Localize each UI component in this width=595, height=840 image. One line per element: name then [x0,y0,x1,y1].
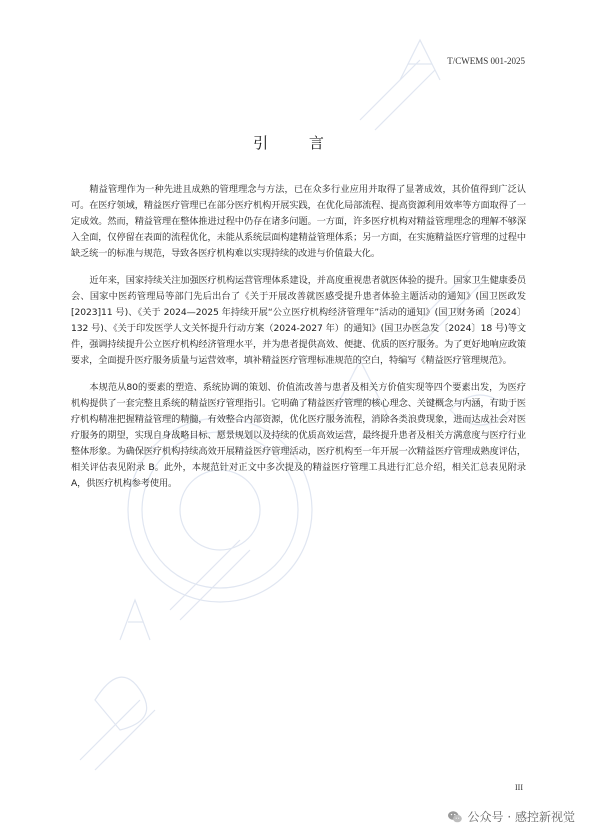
section-title: 引 言 [253,134,342,152]
paragraph: 本规范从80的要素的塑造、系统协调的策划、价值流改善与患者及相关方价值实现等四个要素出发，为医疗机构提供了一套完整且系统的精益医疗管理指引。它明确了精益医疗管理的核心理念、关键概念与内涵，有助于医疗机构精准把握精益管理的精髓，有效整合内部资源，优化医疗服务流程，消除各类浪费现象，进而达成社会对医疗服务的期望，实现自身战略目标、愿景规划以及持续的优质高效运营，最终提升患者及相关方满意度与医疗行业整体形象。为确保医疗机构持续高效开展精益医疗管理活动，医疗机构至一年开展一次精益医疗管理成熟度评估，相关评估表见附录 B。此外，本规范针对正文中多次提及的精益医疗管理工具进行汇总介绍，相关汇总表见附录 A，供医疗机构参考使用。 [71,382,526,489]
body-text [71,182,526,503]
wechat-icon [447,809,463,825]
paragraph: 近年来，国家持续关注加强医疗机构运营管理体系建设，并高度重视患者就医体验的提升。国家卫生健康委员会、国家中医药管理局等部门先后出台了《关于开展改善就医感受提升患者体验主题活动的通知》(国卫医政发[2023]11 号)、《关于 2024—2025 年持续开展“公立医疗机构经济管理年”活动的通知》(国卫财务函〔2024〕132 号)、《关于印发医学人文关怀提升行动方案（2024-2027 年）的通知》(国卫办医急发〔2024〕18 号)等文件，强调持续提升公立医疗机构经济管理水平，并为患者提供高效、便捷、优质的医疗服务。为了更好地响应政策要求，全面提升医疗服务质量与运营效率，填补精益医疗管理标准规范的空白，特编写《精益医疗管理规范》。 [71,275,526,366]
paragraph: 精益管理作为一种先进且成熟的管理理念与方法，已在众多行业应用并取得了显著成效，其价值得到广泛认可。在医疗领域，精益医疗管理已在部分医疗机构开展实践，在优化局部流程、提高资源利用效率等方面取得了一定成效。然而，精益管理在整体推进过程中仍存在诸多问题。一方面，许多医疗机构对精益管理理念的理解不够深入全面，仅停留在表面的流程优化，未能从系统层面构建精益管理体系；另一方面，在实施精益医疗管理的过程中缺乏统一的标准与规范，导致各医疗机构难以实现持续的改进与价值最大化。 [71,184,526,259]
source-label [447,808,575,825]
page-number: III [515,783,523,792]
source-text: 公众号 · 感控新视觉 [467,810,575,824]
document-number: T/CWEMS 001-2025 [447,56,525,66]
